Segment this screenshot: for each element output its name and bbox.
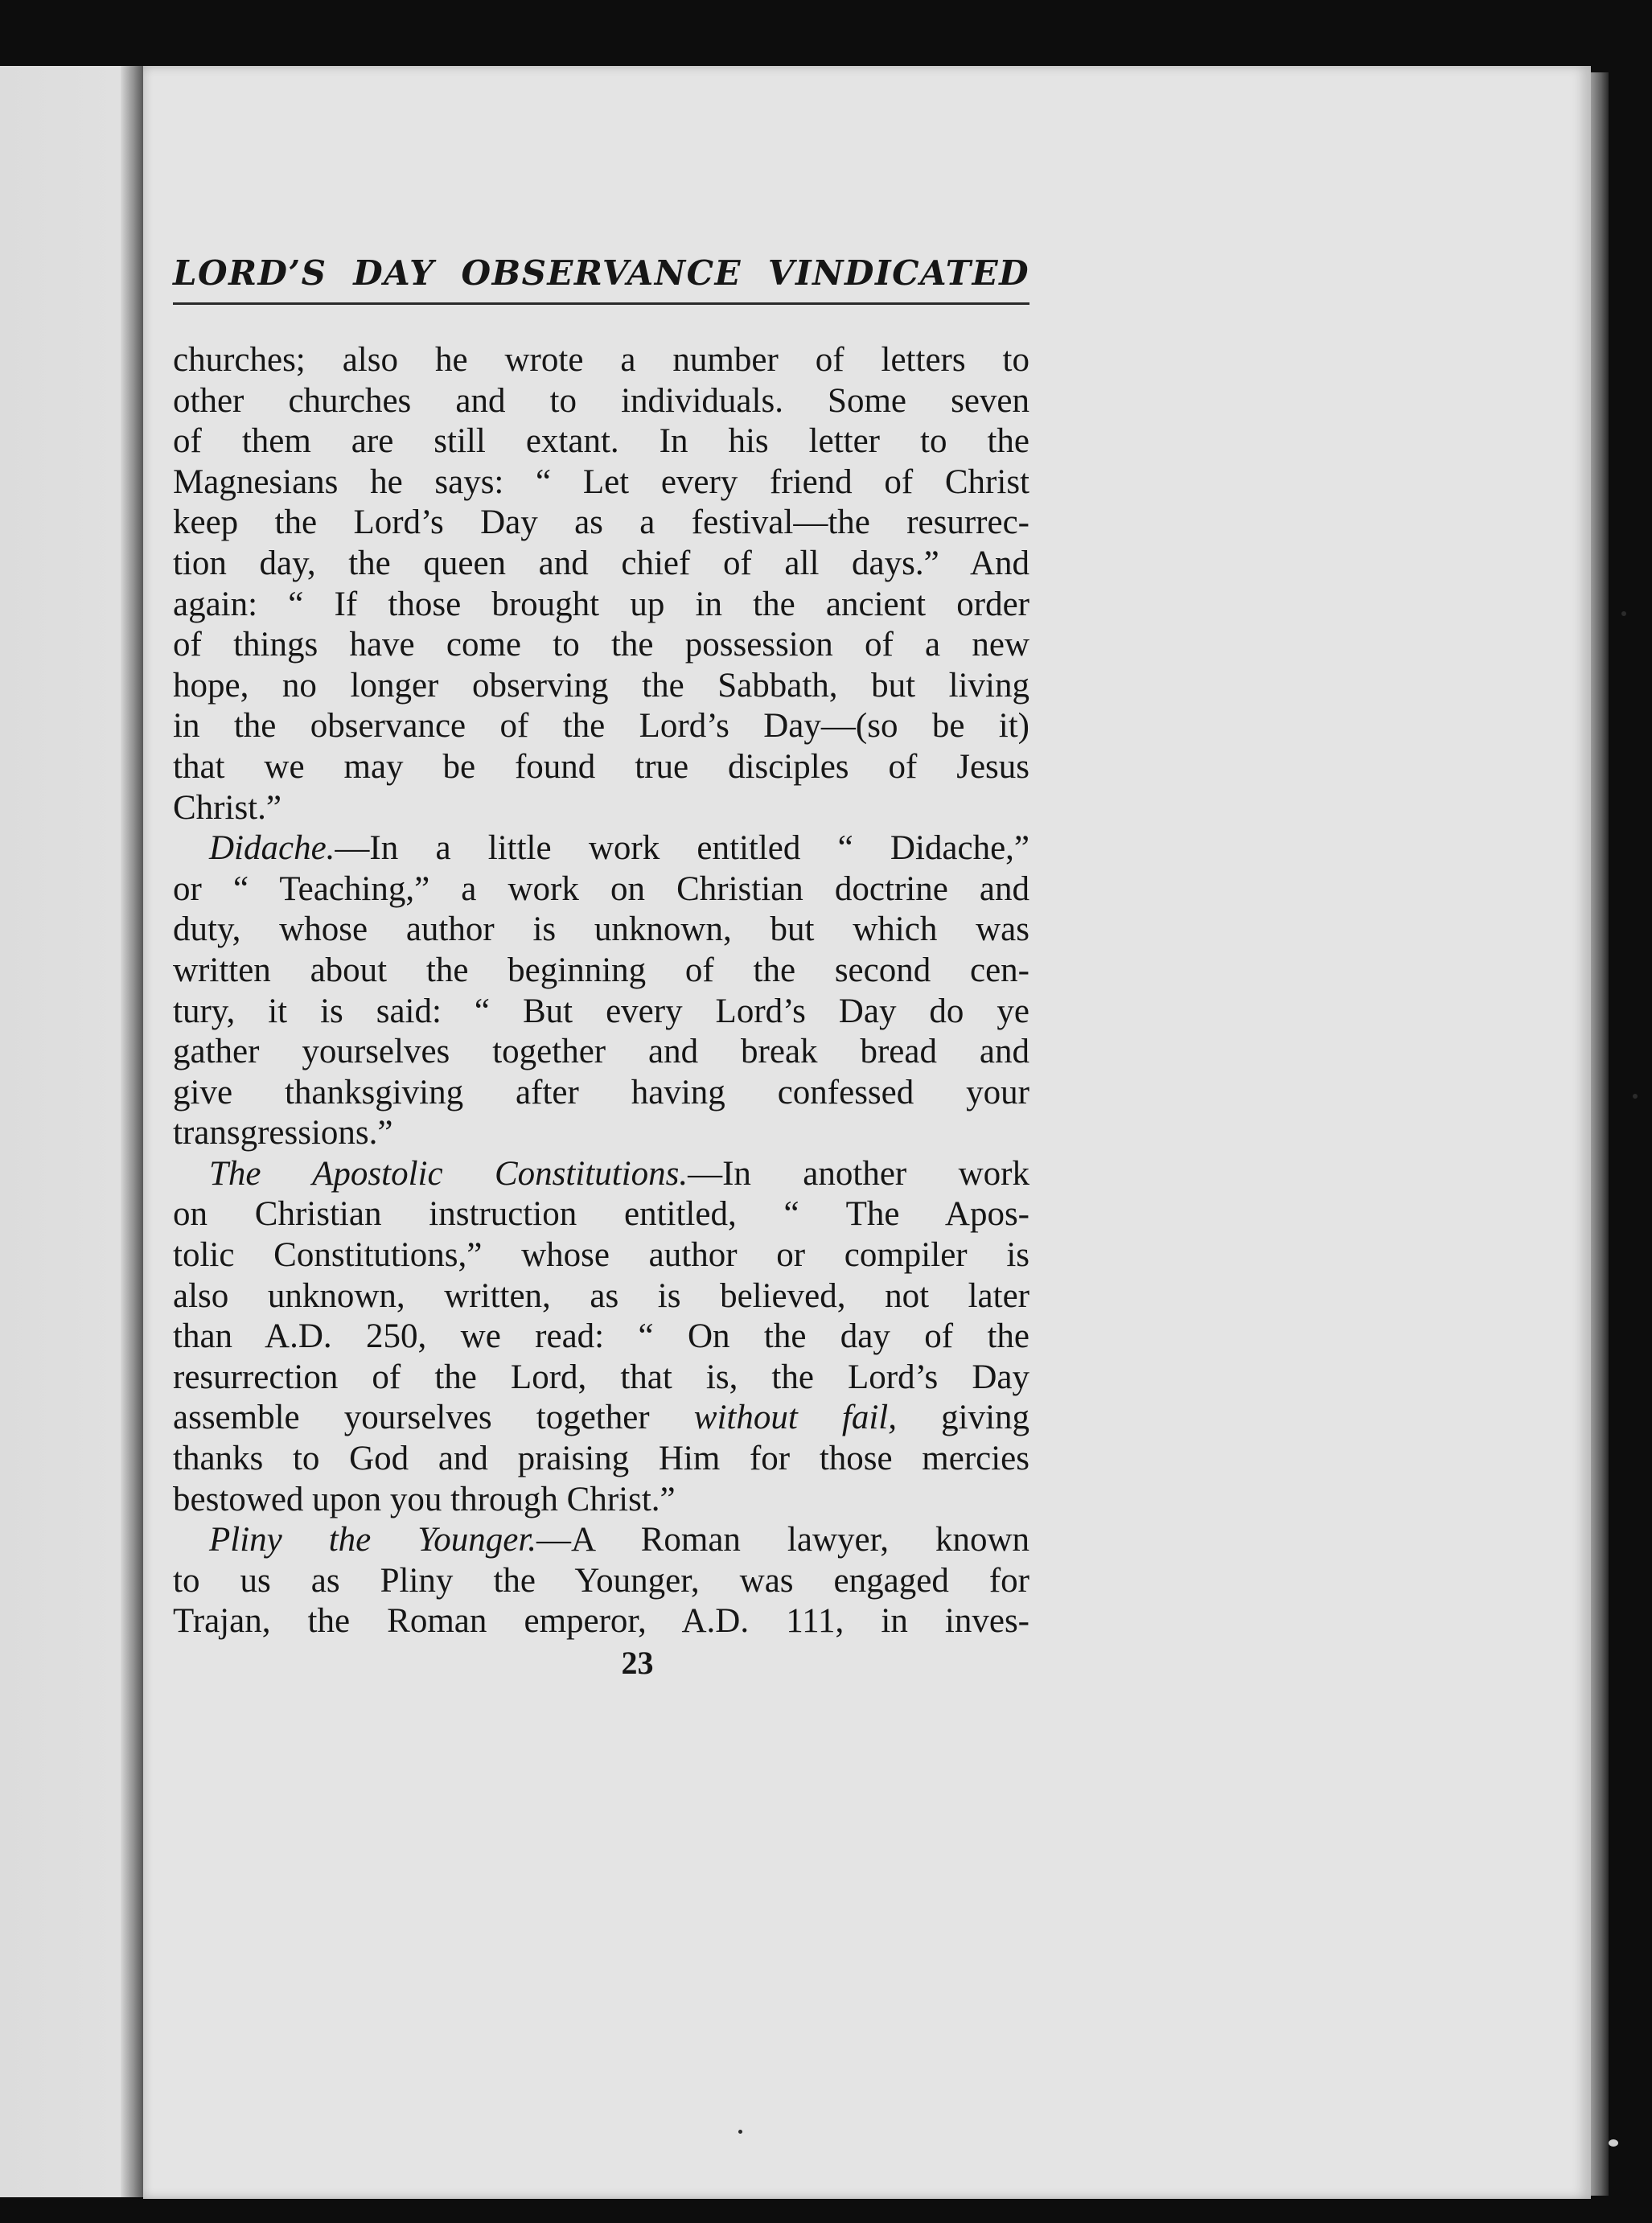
head-rule (173, 302, 1029, 305)
text-line: again: “ If those brought up in the ancient order (173, 585, 1029, 623)
section-heading-line: Pliny the Younger.—A Roman lawyer, known (209, 1521, 1029, 1559)
text-line: of things have come to the possession of a new (173, 626, 1029, 664)
text-line: keep the Lord’s Day as a festival—the resurrec- (173, 503, 1029, 542)
scan-speck (1621, 611, 1626, 616)
text-line: resurrection of the Lord, that is, the Lord’s Day (173, 1358, 1029, 1396)
text-line: gather yourselves together and break bread and (173, 1033, 1029, 1071)
scan-speck (1609, 2139, 1618, 2147)
text-line: than A.D. 250, we read: “ On the day of the (173, 1317, 1029, 1356)
text-line: other churches and to individuals. Some seven (173, 381, 1029, 420)
text-line: give thanksgiving after having confessed your (173, 1073, 1029, 1112)
scan-speck (738, 2130, 742, 2134)
text-line: or “ Teaching,” a work on Christian doctrine and (173, 869, 1029, 908)
text-line: in the observance of the Lord’s Day—(so be it) (173, 707, 1029, 746)
page-number: 23 (621, 1645, 654, 1681)
running-head: LORD’S DAY OBSERVANCE VINDICATED (173, 253, 1029, 293)
text-line: on Christian instruction entitled, “ The Apos- (173, 1195, 1029, 1234)
text-line: Magnesians he says: “ Let every friend of Christ (173, 462, 1029, 501)
section-title-pliny: Pliny the Younger. (209, 1521, 537, 1559)
scan-speck (1633, 1094, 1638, 1099)
text-line: tury, it is said: “ But every Lord’s Day do ye (173, 992, 1029, 1030)
text-line: thanks to God and praising Him for those mercies (173, 1440, 1029, 1478)
emphasis-without-fail: without fail, (693, 1399, 897, 1437)
gutter-shadow (121, 66, 143, 2199)
text-line: hope, no longer observing the Sabbath, but living (173, 666, 1029, 705)
text-line: Trajan, the Roman emperor, A.D. 111, in inves- (173, 1602, 1029, 1641)
text-line: written about the beginning of the second cen- (173, 951, 1029, 989)
text-line: assemble yourselves together without fail, giving (173, 1399, 1030, 1437)
text-line: churches; also he wrote a number of letters to (173, 341, 1029, 379)
text-line: that we may be found true disciples of Jesus (173, 747, 1029, 786)
section-title-apostolic-constitutions: The Apostolic Constitutions. (209, 1154, 688, 1193)
text-line: tolic Constitutions,” whose author or compiler is (173, 1236, 1029, 1275)
text-line: of them are still extant. In his letter to the (173, 422, 1029, 461)
text-block (173, 249, 1029, 1682)
body-text (173, 340, 1029, 1642)
section-title-didache: Didache. (209, 829, 335, 868)
section-heading-line: The Apostolic Constitutions.—In another work (209, 1154, 1029, 1193)
page-right-edge (1591, 72, 1609, 2196)
text-line: to us as Pliny the Younger, was engaged for (173, 1561, 1029, 1600)
text-line: bestowed upon you through Christ.” (173, 1480, 676, 1518)
text-line: Christ.” (173, 788, 281, 827)
text-line: duty, whose author is unknown, but which was (173, 910, 1029, 949)
section-heading-line: Didache.—In a little work entitled “ Didache,” (209, 829, 1029, 868)
text-line: transgressions.” (173, 1114, 393, 1153)
text-line: also unknown, written, as is believed, not later (173, 1276, 1029, 1315)
text-line: tion day, the queen and chief of all days.” And (173, 544, 1029, 582)
